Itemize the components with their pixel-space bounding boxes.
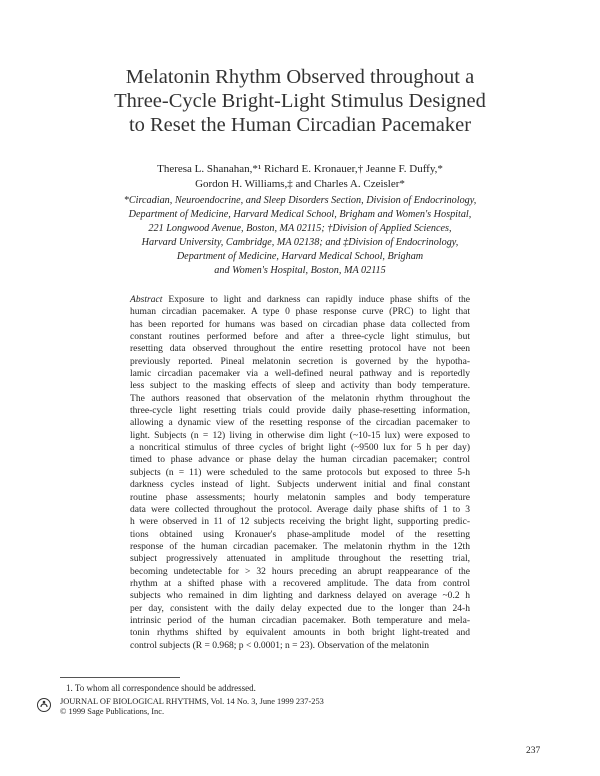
affiliation-line: 221 Longwood Avenue, Boston, MA 02115; †Division of Applied Sciences, bbox=[148, 222, 452, 234]
abstract-line: constant routines performed before and after a three-cycle light stimulus, but bbox=[130, 331, 470, 343]
abstract-line: control subjects (R = 0.968; p < 0.0001; n = 23). Observation of the melatonin bbox=[130, 639, 430, 651]
author-line: Gordon H. Williams,‡ and Charles A. Czeisler* bbox=[195, 178, 405, 190]
affiliation-line: and Women's Hospital, Boston, MA 02115 bbox=[214, 264, 386, 276]
affiliation-line: Department of Medicine, Harvard Medical School, Brigham and Women's Hospital, bbox=[128, 208, 472, 220]
affiliation-line: *Circadian, Neuroendocrine, and Sleep Disorders Section, Division of Endocrinology, bbox=[123, 195, 477, 206]
title-line: to Reset the Human Circadian Pacemaker bbox=[128, 114, 472, 136]
abstract-line: subject progressively attenuated in amplitude throughout the resetting trial, bbox=[130, 553, 470, 565]
abstract-line: response of the human circadian pacemaker. The melatonin rhythm in the 12th bbox=[130, 540, 470, 552]
abstract-line: lamic circadian pacemaker via a well-defined neural pathway and is reportedly bbox=[130, 368, 470, 380]
copyright: © 1999 Sage Publications, Inc. bbox=[60, 707, 165, 716]
abstract-line: The authors reasoned that observation of the melatonin rhythm throughout the bbox=[130, 392, 470, 404]
footnote-divider bbox=[60, 677, 180, 678]
abstract-line: light. Subjects (n = 12) living in otherwise dim light (~10-15 lux) were exposed to bbox=[130, 429, 470, 441]
author-list bbox=[60, 162, 540, 192]
journal-info bbox=[60, 697, 324, 717]
abstract-line: h were observed in 11 of 12 subjects receiving the bright light, supporting predic- bbox=[130, 516, 470, 528]
footnote: 1. To whom all correspondence should be addressed. bbox=[66, 683, 256, 693]
abstract-line: routine phase assessments; hourly melatonin samples and body temperature bbox=[130, 491, 470, 503]
author-line: Theresa L. Shanahan,*¹ Richard E. Kronauer,† Jeanne F. Duffy,* bbox=[157, 163, 443, 175]
abstract-line: a noncritical stimulus of three cycles of bright light (~9500 lux for 5 h per day) bbox=[130, 442, 470, 454]
abstract-line: subjects (n = 11) were scheduled to the same protocols but exposed to three 5-h bbox=[130, 466, 470, 478]
abstract-line: has been reported for humans was based on circadian phase data collected from bbox=[130, 318, 470, 330]
abstract-line: three-cycle light resetting trials could provide daily phase-resetting information, bbox=[130, 405, 470, 417]
abstract-line: tonin rhythms shifted by equivalent amounts in both bright light-treated and bbox=[130, 627, 470, 639]
abstract-label: Abstract bbox=[130, 294, 163, 305]
abstract-line: rhythm at a shifted phase with a recovered amplitude. The data from control bbox=[130, 577, 470, 589]
abstract-line: less subject to the masking effects of sleep and activity than body temperature. bbox=[130, 380, 470, 392]
abstract-line: human circadian pacemaker. A type 0 phase response curve (PRC) to light that bbox=[130, 306, 470, 318]
abstract-line: allowing a dynamic view of the resetting response of the circadian pacemaker to bbox=[130, 417, 470, 429]
abstract-line: resetting data observed throughout the entire resetting protocol have not been bbox=[130, 343, 470, 355]
affiliation-line: Department of Medicine, Harvard Medical School, Brigham bbox=[176, 250, 424, 262]
abstract-line: tions obtained using Kronauer's phase-amplitude model of the resetting bbox=[130, 528, 470, 540]
abstract-line bbox=[130, 294, 470, 306]
abstract-line: intrinsic period of the human circadian pacemaker. Both temperature and mela- bbox=[130, 614, 470, 626]
abstract-line: becoming undetectable for > 32 hours preceding an abrupt reappearance of the bbox=[130, 565, 470, 577]
abstract-line: timed to phase advance or phase delay the human circadian pacemaker; control bbox=[130, 454, 470, 466]
abstract-line: previously reported. Pineal melatonin secretion is governed by the hypotha- bbox=[130, 355, 470, 367]
title-line: Melatonin Rhythm Observed throughout a bbox=[125, 66, 475, 88]
abstract-line: darkness cycles instead of light. Subjects underwent initial and final constant bbox=[130, 479, 470, 491]
page-number: 237 bbox=[526, 746, 541, 756]
paper-title bbox=[60, 65, 540, 137]
abstract-line: data were collected throughout the protocol. Average daily phase shifts of 1 to 3 bbox=[130, 503, 470, 515]
title-line: Three-Cycle Bright-Light Stimulus Designed bbox=[114, 90, 486, 112]
abstract bbox=[130, 294, 470, 652]
affiliations bbox=[60, 194, 540, 277]
abstract-text: Exposure to light and darkness can rapidly induce phase shifts of the bbox=[168, 294, 470, 305]
sage-logo-icon bbox=[36, 697, 52, 713]
journal-citation: JOURNAL OF BIOLOGICAL RHYTHMS, Vol. 14 No. 3, June 1999 237-253 bbox=[60, 697, 324, 706]
affiliation-line: Harvard University, Cambridge, MA 02138; and ‡Division of Endocrinology, bbox=[141, 236, 459, 248]
abstract-line: subjects who remained in dim lighting and darkness delayed on average ~0.2 h bbox=[130, 590, 470, 602]
abstract-line: per day, consistent with the daily delay expected due to the longer than 24-h bbox=[130, 602, 470, 614]
